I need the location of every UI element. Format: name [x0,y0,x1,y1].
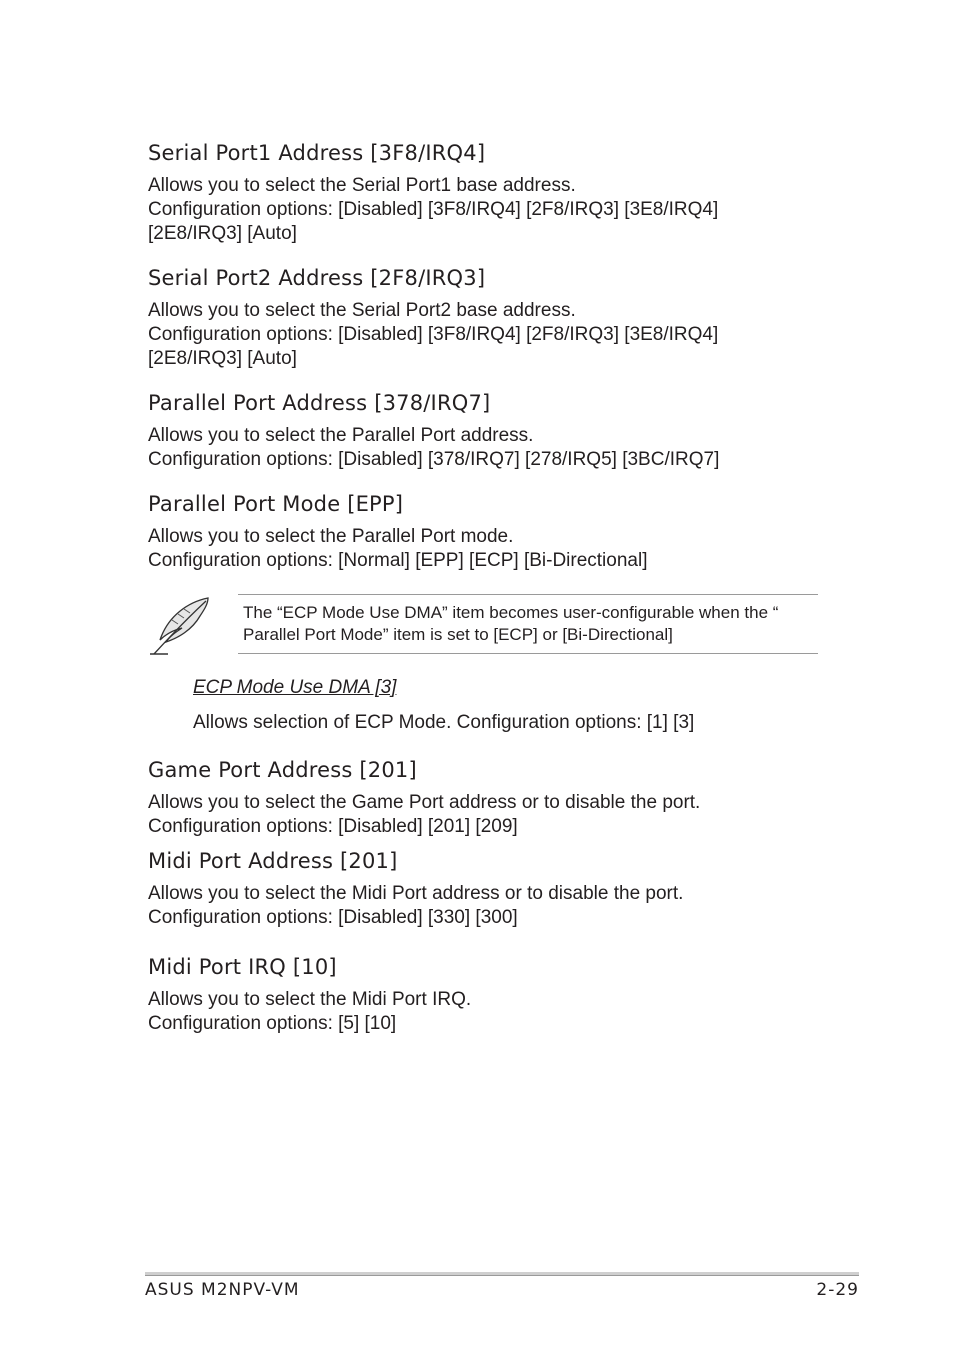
section-body: Allows you to select the Serial Port2 base address. Configuration options: [Disabled] [3F8/IRQ4] [2F8/IRQ3] [3E8/IRQ4] [2E8/IRQ3] [Auto] [148,300,719,369]
section-title: Parallel Port Address [378/IRQ7] [148,391,491,415]
footer-page-number: 2-29 [816,1280,859,1300]
note-box [148,594,818,654]
footer-rule [145,1272,859,1276]
note-divider-bottom [238,653,818,654]
section-serial-port2 [148,265,828,371]
section-midi-port-address [148,848,828,930]
section-parallel-port-address [148,390,828,472]
section-body: Allows you to select the Midi Port address or to disable the port. Configuration options: [Disabled] [330] [300] [148,883,684,928]
section-body: Allows you to select the Parallel Port address. Configuration options: [Disabled] [378/IRQ7] [278/IRQ5] [3BC/IRQ7] [148,425,720,470]
sub-item-ecp-mode [193,677,694,734]
section-title: Serial Port2 Address [2F8/IRQ3] [148,266,486,290]
section-title: Midi Port IRQ [10] [148,955,337,979]
feather-pen-icon [148,596,212,658]
note-divider-top [238,594,818,595]
section-game-port-address [148,757,828,839]
section-parallel-port-mode [148,491,828,573]
note-text: The “ECP Mode Use DMA” item becomes user-configurable when the “ Parallel Port Mode” item is set to [ECP] or [Bi-Directional] [243,603,779,644]
section-serial-port1 [148,140,828,246]
footer-product-name: ASUS M2NPV-VM [145,1280,300,1300]
section-body: Allows you to select the Parallel Port mode. Configuration options: [Normal] [EPP] [ECP] [Bi-Directional] [148,526,648,571]
sub-item-desc: Allows selection of ECP Mode. Configuration options: [1] [3] [193,712,695,733]
section-body: Allows you to select the Serial Port1 base address. Configuration options: [Disabled] [3F8/IRQ4] [2F8/IRQ3] [3E8/IRQ4] [2E8/IRQ3] [Auto] [148,175,719,244]
section-body: Allows you to select the Game Port address or to disable the port. Configuration options: [Disabled] [201] [209] [148,792,701,837]
sub-item-title: ECP Mode Use DMA [3] [193,677,397,698]
section-midi-port-irq [148,954,828,1036]
section-title: Serial Port1 Address [3F8/IRQ4] [148,141,486,165]
section-title: Parallel Port Mode [EPP] [148,492,404,516]
section-title: Game Port Address [201] [148,758,417,782]
section-body: Allows you to select the Midi Port IRQ. Configuration options: [5] [10] [148,989,472,1034]
section-title: Midi Port Address [201] [148,849,398,873]
